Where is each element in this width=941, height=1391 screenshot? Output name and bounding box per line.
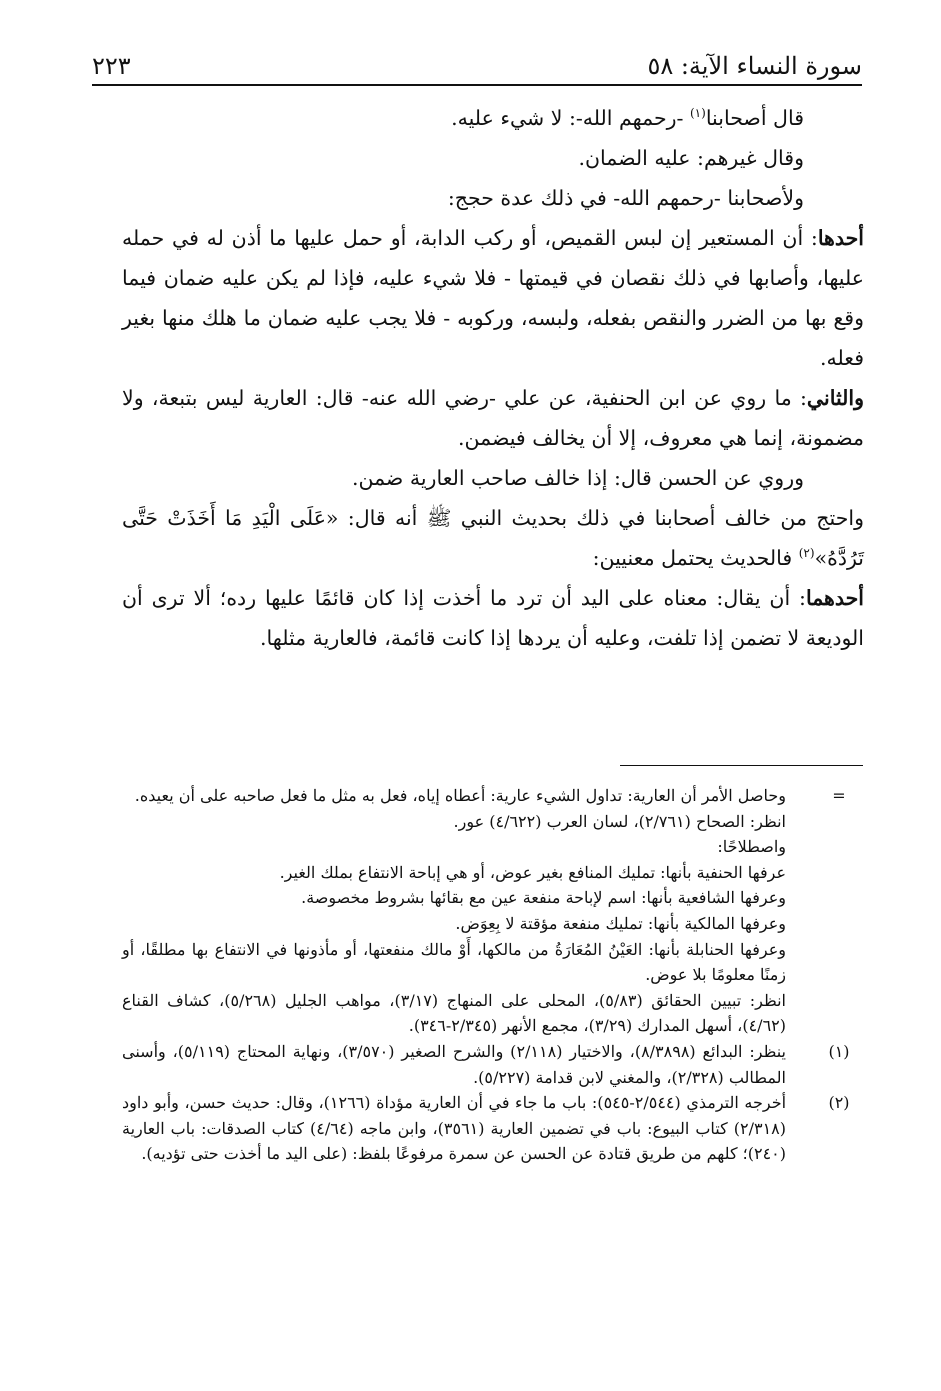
paragraph-label: أحدهما [805,586,864,610]
footnote-line: عرفها الحنفية بأنها: تمليك المنافع بغير عوض، أو هي إباحة الانتفاع بملك الغير. [279,862,786,882]
footnote-divider [620,765,863,766]
footnote-line: واصطلاحًا: [717,837,786,857]
footnote-continued: = وحاصل الأمر أن العارية: تداول الشيء عارية: أعطاه إياه، فعل به مثل ما فعل صاحبه على أن يعيده. [122,783,864,809]
surah-title: سورة النساء الآية: ٥٨ [647,52,862,80]
footnote-ref: (٢) [798,546,815,561]
page-header [92,42,862,86]
main-text [122,98,864,658]
paragraph-label: والثاني [806,386,864,410]
paragraph: واحتج من خالف أصحابنا في ذلك بحديث النبي ﷺ أنه قال: «عَلَى الْيَدِ مَا أَخَذَتْ حَتَّى تَرُدَّهُ»$^{(٢)}$ فالحديث يحتمل معنيين: [122,506,864,570]
footnote-line: وعرفها الحنابلة بأنها: العَيْنُ المُعَارَةُ من مالكها، أَوْ مالك منفعتها، أو مأذونها في الانتفاع بها مطلقًا، أو زمنًا معلومًا بلا عوض. [122,939,786,985]
footnotes [122,783,864,1167]
footnote-1: (١) ينظر: البدائع (٨/٣٨٩٨)، والاختيار (٢/١١٨) والشرح الصغير (٣/٥٧٠)، ونهاية المحتاج (٥/١١٩)، وأسنى المطالب (٢/٣٢٨)، والمغني لابن قدامة (٥/٢٢٧). [122,1039,864,1090]
footnote-line: انظر: تبيين الحقائق (٥/٨٣)، المحلى على المنهاج (٣/١٧)، مواهب الجليل (٥/٢٦٨)، كشاف القناع (٤/٦٢)، أسهل المدارك (٣/٢٩)، مجمع الأنهر (٢/٣٤٥-٣٤٦). [122,990,786,1036]
paragraph: أحدها: أن المستعير إن لبس القميص، أو ركب الدابة، أو حمل عليها ما أذن له في حمله عليها، وأصابها في ذلك نقصان في قيمتها - فلا شيء عليه، فإذا لم يكن عليه ضمان فيما وقع بها من الضرر والنقص بفعله، ولبسه، وركوبه - فلا يجب عليه ضمان ما هلك منها بغير فعله. [122,226,864,370]
paragraph: ولأصحابنا -رحمهم الله- في ذلك عدة حجج: [447,186,804,210]
footnote-line: وعرفها المالكية بأنها: تمليك منفعة مؤقتة لا بِعِوَض. [455,913,786,933]
footnote-ref: (١) [689,106,706,121]
footnote-number: (٢) [828,1093,850,1113]
footnote-number: (١) [828,1041,850,1061]
footnote-line: وعرفها الشافعية بأنها: اسم لإباحة منفعة عين مع بقائها بشروط مخصوصة. [301,888,786,908]
footnote-2: (٢) أخرجه الترمذي (٢/٥٤٤-٥٤٥): باب ما جاء في أن العارية مؤداة (١٢٦٦)، وقال: حديث حسن، وأبو داود (٢/٣١٨) كتاب البيوع: باب في تضمين العارية (٣٥٦١)، وابن ماجه (٤/٦٤) كتاب الصدقات: باب العارية (٢٤٠)؛ كلهم من طريق قتادة عن الحسن عن سمرة مرفوعًا بلفظ: (على اليد ما أخذت حتى تؤديه). [122,1090,864,1167]
continuation-mark: = [832,786,846,805]
paragraph-label: أحدها [817,226,864,250]
page-number: ٢٢٣ [92,52,131,80]
paragraph: وروي عن الحسن قال: إذا خالف صاحب العارية ضمن. [351,466,804,490]
paragraph: وقال غيرهم: عليه الضمان. [578,146,804,170]
paragraph: والثاني: ما روي عن ابن الحنفية، عن علي -رضي الله عنه- قال: العارية ليس بتبعة، ولا مضمونة، إنما هي معروف، إلا أن يخالف فيضمن. [122,386,864,450]
paragraph: أحدهما: أن يقال: معناه على اليد أن ترد ما أخذت إذا كان قائمًا عليها رده؛ ألا ترى أن الوديعة لا تضمن إذا تلفت، وعليه أن يردها إذا كانت قائمة، فالعارية مثلها. [122,586,864,650]
paragraph: قال أصحابنا$^{(١)}$ -رحمهم الله-: لا شيء عليه. [451,106,804,130]
footnote-line: انظر: الصحاح (٢/٧٦١)، لسان العرب (٤/٦٢٢) عور. [453,811,786,831]
